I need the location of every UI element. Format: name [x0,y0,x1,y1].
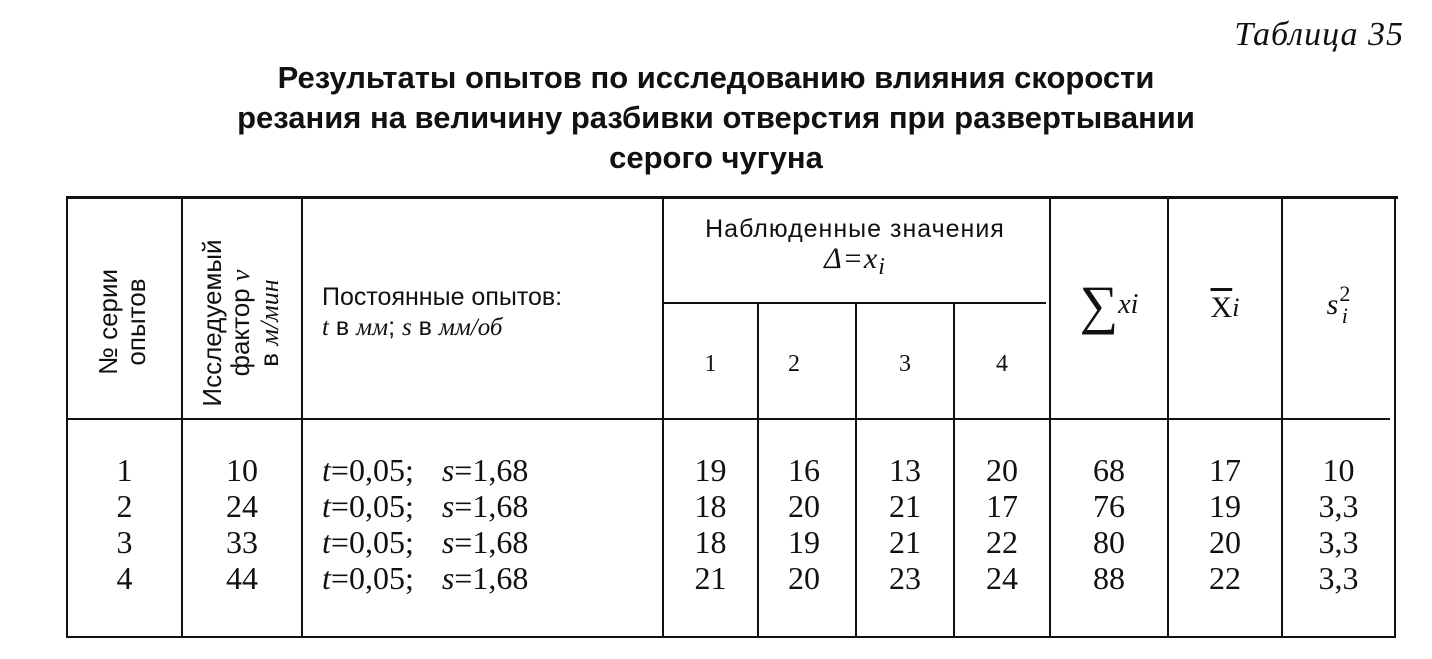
table-label: Таблица 35 [1234,16,1404,53]
header-observed-col-1: 1 [704,350,717,377]
divider-factor-const [301,196,303,638]
observed-value: 22 [986,524,1018,560]
col-observed-2 [759,452,849,596]
series-value: 1 [116,452,133,488]
variance-value: 3,3 [1318,488,1359,524]
col-observed-4 [955,452,1049,596]
title-line-3: серого чугуна [609,140,823,175]
observed-value: 21 [889,488,921,524]
col-series [68,452,181,596]
sum-value: 68 [1093,452,1125,488]
sum-value: 80 [1093,524,1125,560]
col-mean [1169,452,1281,596]
header-observed: Наблюденные значения Δ=xi [705,215,1005,280]
header-sum: ∑ x i [1079,275,1139,335]
mean-value: 19 [1209,488,1241,524]
table-title [0,58,1432,178]
observed-value: 18 [694,524,727,560]
sum-value: 76 [1093,488,1125,524]
observed-value: 20 [986,452,1018,488]
variance-value: 10 [1322,452,1355,488]
header-factor: Исследуемый фактор v в м/мин [197,239,284,407]
factor-value: 10 [226,452,258,488]
observed-value: 19 [694,452,727,488]
right-border [1394,196,1396,638]
col-observed-3 [857,452,953,596]
observed-value: 16 [788,452,820,488]
observed-value: 19 [788,524,820,560]
header-series: № серии опытов [93,268,151,376]
observed-value: 20 [788,560,820,596]
observed-value: 20 [788,488,820,524]
series-value: 2 [116,488,133,524]
header-variance: s 2 i [1326,281,1351,328]
table-bottom-rule [66,636,1396,638]
col-factor [183,452,301,596]
observed-value: 23 [889,560,921,596]
mean-value: 17 [1209,452,1241,488]
series-value: 4 [116,560,133,596]
constants-row: t=0,05; s=1,68 [322,452,529,488]
observed-value: 21 [889,524,921,560]
constants-row: t=0,05; s=1,68 [322,488,529,524]
mean-value: 22 [1209,560,1241,596]
table-top-rule [66,196,1398,199]
header-observed-col-2: 2 [788,350,800,377]
observed-value: 17 [986,488,1018,524]
observed-value: 24 [986,560,1018,596]
header-constants: Постоянные опытов: t в мм; s в мм/об [322,283,563,341]
col-constants [322,452,652,596]
factor-value: 24 [226,488,258,524]
constants-row: t=0,05; s=1,68 [322,524,529,560]
mean-value: 20 [1209,524,1241,560]
variance-value: 3,3 [1318,524,1359,560]
title-line-1: Результаты опытов по исследованию влияния скорости [277,60,1155,95]
observed-value: 21 [694,560,727,596]
col-observed-1 [664,452,757,596]
col-variance [1283,452,1394,596]
factor-value: 33 [226,524,258,560]
header-observed-col-3: 3 [899,350,911,377]
sum-value: 88 [1093,560,1125,596]
header-observed-col-4: 4 [996,350,1008,377]
constants-row: t=0,05; s=1,68 [322,560,529,596]
title-line-2: резания на величину разбивки отверстия при развертывании [237,100,1195,135]
observed-value: 13 [889,452,921,488]
variance-value: 3,3 [1318,560,1359,596]
observed-value: 18 [694,488,727,524]
col-sum [1051,452,1167,596]
factor-value: 44 [226,560,258,596]
header-mean: $\overline{X}$ i [1210,291,1240,324]
series-value: 3 [116,524,133,560]
